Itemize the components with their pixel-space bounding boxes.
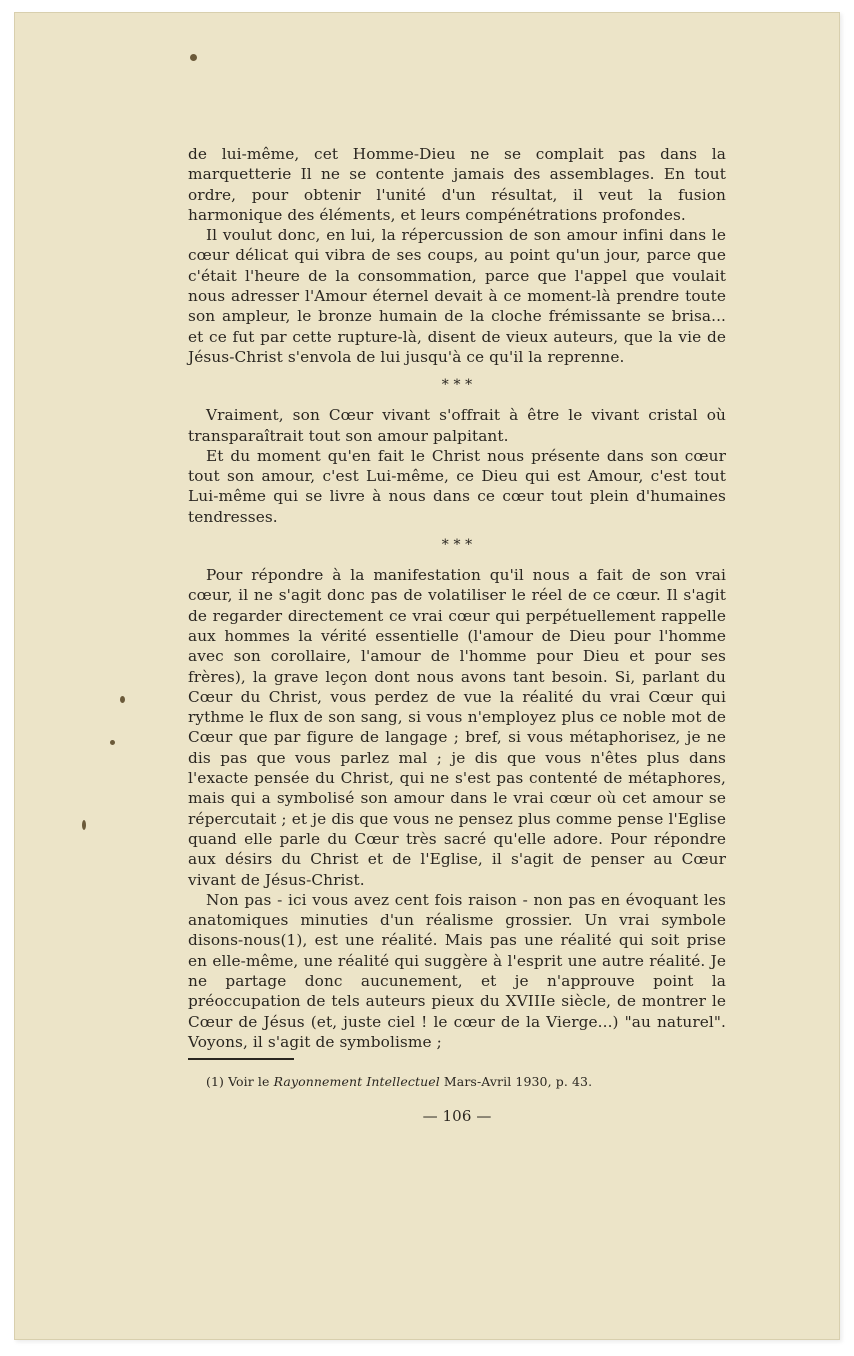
paper-page [14,12,840,1340]
paragraph: Non pas - ici vous avez cent fois raison - non pas en évoquant les anatomiques minuties d'un réalisme grossier. Un vrai symbole disons-nous(1), est une réalité. Mais pas une réalité qui soit prise en elle-même, une réalité qui suggère à l'esprit une autre réalité. Je ne partage donc aucunement, et je n'approuve point la préoccupation de tels auteurs pieux du XVIIIe siècle, de montrer le Cœur de Jésus (et, juste ciel ! le cœur de la Vierge...) "au naturel". Voyons, il s'agit de symbolisme ; [188,890,726,1051]
paragraph: Il voulut donc, en lui, la répercussion de son amour infini dans le cœur délicat qui vibra de ses coups, au point qu'un jour, parce que c'était l'heure de la consommation, parce que l'appel que voulait nous adresser l'Amour éternel devait à ce moment-là prendre toute son ampleur, le bronze humain de la cloche frémissante se brisa... et ce fut par cette rupture-là, disent de vieux auteurs, que la vie de Jésus-Christ s'envola de lui jusqu'à ce qu'il la reprenne. [188,226,726,366]
section-separator: * * * [441,377,473,394]
paragraph: Pour répondre à la manifestation qu'il nous a fait de son vrai cœur, il ne s'agit donc pas de volatiliser le réel de ce cœur. Il s'agit de regarder directement ce vrai cœur qui perpétuellement rappelle aux hommes la vérité essentielle (l'amour de Dieu pour l'homme avec son corollaire, l'amour de l'homme pour Dieu et pour ses frères), la grave leçon dont nous avons tant besoin. Si, parlant du Cœur du Christ, vous perdez de vue la réalité du vrai Cœur qui rythme le flux de son sang, si vous n'employez plus ce noble mot de Cœur que par figure de langage ; bref, si vous métaphorisez, je ne dis pas que vous parlez mal ; je dis que vous n'êtes plus dans l'exacte pensée du Christ, qui ne s'est pas contenté de métaphores, mais qui a symbolisé son amour dans le vrai cœur où cet amour se répercutait ; et je dis que vous ne pensez plus comme pense l'Eglise quand elle parle du Cœur très sacré qu'elle adore. Pour répondre aux désirs du Christ et de l'Eglise, il s'agit de penser au Cœur vivant de Jésus-Christ. [188,566,726,889]
footnote [188,1074,726,1090]
paragraph: Vraiment, son Cœur vivant s'offrait à être le vivant cristal où transparaîtrait tout son amour palpitant. [188,406,726,445]
section-separator: * * * [441,537,473,554]
paragraph: de lui-même, cet Homme-Dieu ne se complait pas dans la marquetterie Il ne se contente jamais des assemblages. En tout ordre, pour obtenir l'unité d'un résultat, il veut la fusion harmonique des éléments, et leurs compénétrations profondes. [188,145,726,224]
footnote-prefix: (1) Voir le [206,1074,270,1090]
page-body [188,144,726,1126]
ink-speck [110,740,115,745]
footnote-suffix: Mars-Avril 1930, p. 43. [443,1074,593,1090]
ink-speck [120,696,125,703]
page-number: — 106 — [422,1107,492,1126]
footnote-rule [188,1058,294,1060]
ink-speck [190,54,197,61]
ink-speck [82,820,86,830]
paragraph: Et du moment qu'en fait le Christ nous présente dans son cœur tout son amour, c'est Lui-même, ce Dieu qui est Amour, c'est tout Lui-même qui se livre à nous dans ce cœur tout plein d'humaines tendresses. [188,446,726,526]
footnote-title: Rayonnement Intellectuel [273,1074,440,1090]
